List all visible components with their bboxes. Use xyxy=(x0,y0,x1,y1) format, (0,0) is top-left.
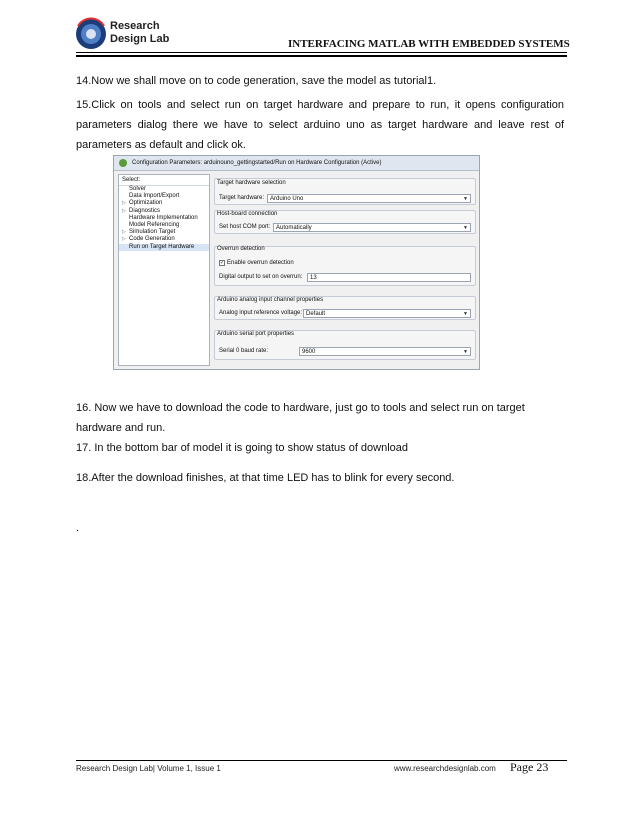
tree-item[interactable]: ▷ Simulation Target xyxy=(119,229,209,236)
logo-line-1: Research xyxy=(110,20,160,32)
dialog-tree-panel xyxy=(118,174,210,366)
target-hardware-label: Target hardware: xyxy=(219,195,265,201)
footer-url: www.researchdesignlab.com xyxy=(394,764,496,773)
tree-item[interactable]: Model Referencing xyxy=(129,222,180,229)
tree-item[interactable]: Solver xyxy=(129,186,147,192)
step-16-paragraph: 16. Now we have to download the code to hardware, just go to tools and select run on target hardware and run. xyxy=(76,402,525,434)
select-label: Select: xyxy=(119,175,209,186)
target-hardware-dropdown[interactable] xyxy=(267,194,471,203)
chevron-down-icon: ▼ xyxy=(463,196,468,202)
target-hardware-group-label: Target hardware selection xyxy=(217,180,286,186)
header-rule-thick xyxy=(76,55,567,57)
baud-rate-value: 9600 xyxy=(302,349,316,355)
com-port-dropdown[interactable] xyxy=(273,223,471,232)
step-18-paragraph: 18.After the download finishes, at that time LED has to blink for every second. xyxy=(76,472,455,484)
digital-output-field[interactable]: 13 xyxy=(307,273,471,282)
host-connection-group xyxy=(214,210,476,234)
com-port-label: Set host COM port: xyxy=(219,224,271,230)
overrun-group xyxy=(214,246,476,286)
analog-ref-label: Analog input reference voltage: xyxy=(219,310,303,316)
page-number: Page 23 xyxy=(510,760,549,774)
logo-line-2: Design Lab xyxy=(110,33,170,45)
analog-input-group-label: Arduino analog input channel properties xyxy=(217,297,324,303)
digital-output-label: Digital output to set on overrun: xyxy=(219,274,303,280)
serial-port-group xyxy=(214,330,476,360)
chevron-down-icon: ▼ xyxy=(463,349,468,355)
target-hardware-group xyxy=(214,178,476,205)
config-tree xyxy=(119,186,209,251)
chevron-down-icon: ▼ xyxy=(463,225,468,231)
host-connection-group-label: Host-board connection xyxy=(217,211,278,217)
step-14-paragraph: 14.Now we shall move on to code generation, save the model as tutorial1. xyxy=(76,75,437,87)
trailing-period: . xyxy=(76,522,80,534)
analog-ref-dropdown[interactable] xyxy=(303,309,471,318)
tree-item[interactable]: Data Import/Export xyxy=(129,193,180,200)
dialog-titlebar xyxy=(114,156,479,171)
com-port-value: Automatically xyxy=(276,225,312,231)
analog-input-group xyxy=(214,296,476,320)
logo-text xyxy=(110,20,169,46)
footer-rule xyxy=(76,760,567,761)
header-rule xyxy=(76,52,567,53)
matlab-app-icon xyxy=(119,159,127,167)
overrun-checkbox-label: Enable overrun detection xyxy=(227,260,294,266)
dialog-settings-panel xyxy=(214,174,476,368)
tree-item[interactable]: Hardware Implementation xyxy=(129,214,198,221)
tree-item[interactable]: ▷ Optimization xyxy=(119,200,209,207)
overrun-checkbox[interactable]: ✓ xyxy=(220,260,225,266)
tree-item[interactable]: ▷ Diagnostics xyxy=(119,208,209,215)
document-title: INTERFACING MATLAB WITH EMBEDDED SYSTEMS xyxy=(288,38,570,50)
tree-item[interactable]: Run on Target Hardware xyxy=(119,244,209,251)
dialog-title: Configuration Parameters: arduinouno_gettingstarted/Run on Hardware Configuration (Active) xyxy=(132,160,382,166)
footer-publication: Research Design Lab| Volume 1, Issue 1 xyxy=(76,764,221,773)
config-parameters-dialog-screenshot xyxy=(113,155,480,370)
overrun-group-label: Overrun detection xyxy=(217,246,265,252)
serial-port-group-label: Arduino serial port properties xyxy=(217,331,295,337)
baud-rate-label: Serial 0 baud rate: xyxy=(219,348,269,354)
step-17-paragraph: 17. In the bottom bar of model it is going to show status of download xyxy=(76,442,409,454)
target-hardware-value: Arduino Uno xyxy=(270,196,304,202)
step-15-paragraph: 15.Click on tools and select run on target hardware and prepare to run, it opens configuration parameters dialog there we have to select arduino uno as target hardware and leave rest of parameters as default and click ok. xyxy=(76,99,564,151)
baud-rate-dropdown[interactable] xyxy=(299,347,471,356)
chevron-down-icon: ▼ xyxy=(463,311,468,317)
analog-ref-value: Default xyxy=(306,311,326,317)
tree-item[interactable]: ▷ Code Generation xyxy=(119,236,209,243)
page-header xyxy=(0,0,638,60)
